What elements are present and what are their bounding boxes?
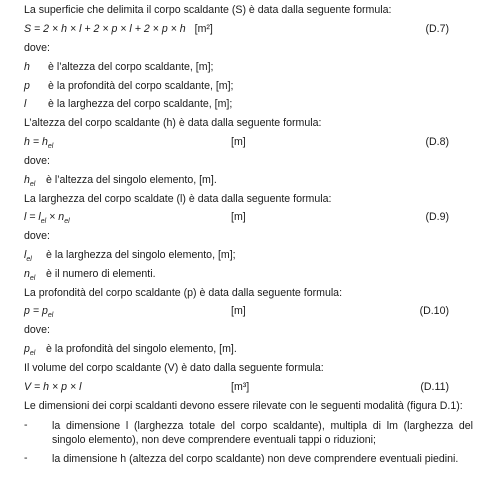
equation-d7-unit: [m²] xyxy=(194,23,213,35)
paragraph-height-intro: L’altezza del corpo scaldante (h) è data dalla seguente formula: xyxy=(24,117,322,129)
equation-d7-formula: S = 2 × h × l + 2 × p × l + 2 × p × h xyxy=(24,23,186,35)
bullet-text-height: la dimensione h (altezza del corpo scaldante) non deve comprendere eventuali piedini. xyxy=(52,453,459,465)
paragraph-dimensions-intro: Le dimensioni dei corpi scaldanti devono essere rilevate con le seguenti modalità (figura D.1): xyxy=(24,400,463,412)
equation-d7 xyxy=(24,23,463,36)
equation-d11-unit: [m³] xyxy=(231,381,250,393)
equation-d7-ref: (D.7) xyxy=(425,23,449,35)
definition-l: l è la larghezza del corpo scaldante, [m]; xyxy=(24,98,233,110)
equation-d11: V = h × p × l [m³] (D.11) xyxy=(24,381,449,393)
equation-d10-ref: (D.10) xyxy=(419,305,449,317)
equation-d8-unit: [m] xyxy=(231,136,246,148)
paragraph-depth-intro: La profondità del corpo scaldante (p) è data dalla seguente formula: xyxy=(24,287,343,299)
definition-lel: $l_{el}$ è la larghezza del singolo elemento, [m]; xyxy=(24,249,236,264)
equation-d9-ref: (D.9) xyxy=(425,211,449,223)
definition-pel: $p_{el}$ è la profondità del singolo elemento, [m]. xyxy=(24,343,237,358)
bullet-dash-1: - xyxy=(24,419,28,431)
definition-nel: $n_{el}$ è il numero di elementi. xyxy=(24,268,156,283)
paragraph-surface-intro: La superficie che delimita il corpo scaldante (S) è data dalla seguente formula: xyxy=(24,4,392,16)
equation-d10-unit: [m] xyxy=(231,305,246,317)
bullet-text-width: la dimensione l (larghezza totale del corpo scaldante), multipla di lm (larghezza del singolo elemento), non deve comprendere eventuali tappi o riduzioni; xyxy=(52,420,473,446)
equation-d9-unit: [m] xyxy=(231,211,246,223)
where-label-3: dove: xyxy=(24,230,50,242)
definition-h: h è l’altezza del corpo scaldante, [m]; xyxy=(24,61,214,73)
equation-d8: $h = h_{el}$ [m] (D.8) xyxy=(24,136,449,151)
equation-d10: $p = p_{el}$ [m] (D.10) xyxy=(24,305,449,320)
definition-p: p è la profondità del corpo scaldante, [m]; xyxy=(24,80,234,92)
bullet-dash-2: - xyxy=(24,452,28,464)
equation-d8-ref: (D.8) xyxy=(425,136,449,148)
equation-d11-ref: (D.11) xyxy=(420,381,449,393)
where-label-2: dove: xyxy=(24,155,50,167)
paragraph-volume-intro: Il volume del corpo scaldante (V) è dato dalla seguente formula: xyxy=(24,362,324,374)
equation-d9: $l = l_{el} \times n_{el}$ [m] (D.9) xyxy=(24,211,449,226)
paragraph-width-intro: La larghezza del corpo scaldate (l) è data dalla seguente formula: xyxy=(24,193,332,205)
definition-hel: $h_{el}$ è l’altezza del singolo elemento, [m]. xyxy=(24,174,217,189)
where-label-1: dove: xyxy=(24,42,50,54)
where-label-4: dove: xyxy=(24,324,50,336)
